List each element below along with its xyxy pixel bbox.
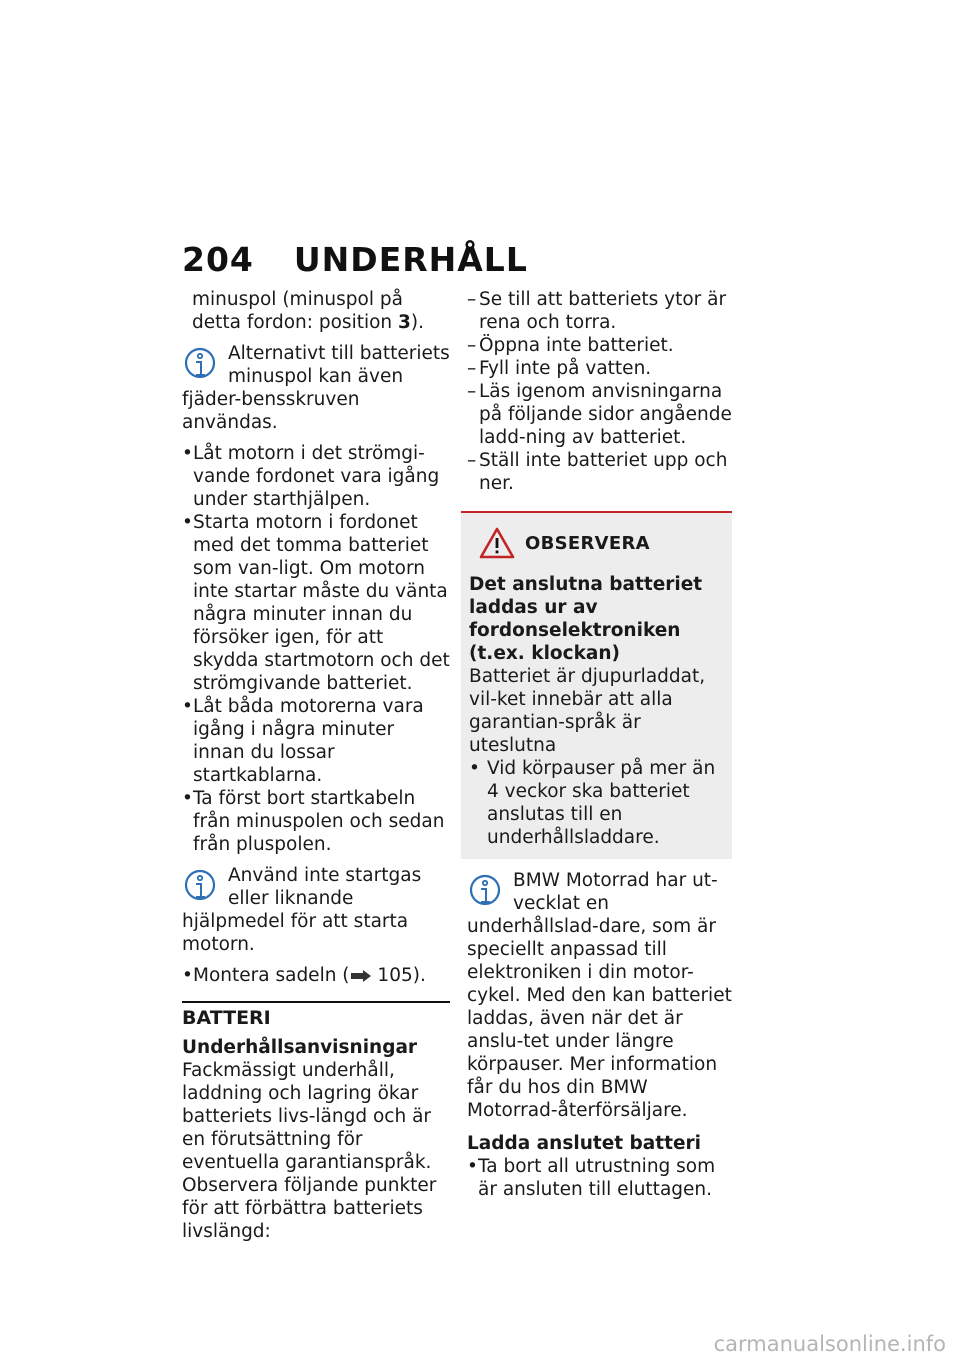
left-column bbox=[182, 288, 450, 1251]
warning-box bbox=[461, 511, 732, 859]
info-note bbox=[182, 342, 450, 434]
warning-triangle-icon bbox=[479, 527, 515, 559]
warning-title: Det anslutna batteriet laddas ur av fordonselektroniken (t.ex. klockan) bbox=[469, 574, 703, 664]
bullet-list bbox=[182, 964, 450, 987]
page-number: 204 bbox=[182, 240, 254, 279]
info-note bbox=[467, 869, 737, 1122]
bullet-list bbox=[182, 442, 450, 856]
list-item: – Fyll inte på vatten. bbox=[467, 357, 737, 380]
warning-label: OBSERVERA bbox=[525, 532, 650, 554]
bullet-list bbox=[467, 1155, 737, 1201]
list-item: • Vid körpauser på mer än 4 veckor ska batteriet anslutas till en underhållsladdare. bbox=[469, 757, 722, 849]
list-item: • Ta bort all utrustning som är ansluten till eluttagen. bbox=[467, 1155, 737, 1201]
position-number: 3 bbox=[398, 312, 411, 333]
section-title: BATTERI bbox=[182, 1001, 450, 1030]
dash-list bbox=[467, 288, 737, 495]
note-text: Alternativt till batteriets minuspol kan även fjäder-bensskruven användas. bbox=[182, 343, 450, 433]
info-icon bbox=[182, 868, 218, 904]
subheading: Ladda anslutet batteri bbox=[467, 1133, 701, 1154]
page-reference-arrow-icon bbox=[350, 970, 372, 982]
warning-body: Batteriet är djupurladdat, vil-ket innebär att alla garantian-språk är uteslutna bbox=[469, 666, 706, 756]
note-text: BMW Motorrad har ut-vecklat en underhållslad-dare, som är speciellt anpassad till elektroniken i din motor-cykel. Med den kan batteriet laddas, även när det är anslu-tet under längre körpauser. Mer information får du hos din BMW Motorrad-återförsäljare. bbox=[467, 870, 732, 1121]
list-item: • Låt båda motorerna vara igång i några minuter innan du lossar startkablarna. bbox=[182, 695, 450, 787]
warning-bullets bbox=[469, 757, 722, 849]
list-item: • Starta motorn i fordonet med det tomma batteriet som van-ligt. Om motorn inte startar måste du vänta några minuter innan du försöker igen, för att skydda startmotorn och det strömgivande batteriet. bbox=[182, 511, 450, 695]
list-item: – Se till att batteriets ytor är rena och torra. bbox=[467, 288, 737, 334]
page-header bbox=[182, 240, 528, 279]
body-paragraph: Fackmässigt underhåll, laddning och lagring ökar batteriets livs-längd och är en förutsättning för eventuella garantianspråk. Observera följande punkter för att förbättra batteriets livslängd: bbox=[182, 1060, 437, 1242]
right-column bbox=[467, 288, 737, 1209]
info-note bbox=[182, 864, 450, 956]
watermark: carmanualsonline.info bbox=[713, 1332, 946, 1356]
list-item: – Läs igenom anvisningarna på följande sidor angående ladd-ning av batteriet. bbox=[467, 380, 737, 449]
list-item: – Öppna inte batteriet. bbox=[467, 334, 737, 357]
page-reference-link[interactable]: 105 bbox=[377, 965, 413, 986]
list-item: – Ställ inte batteriet upp och ner. bbox=[467, 449, 737, 495]
note-text: Använd inte startgas eller liknande hjälpmedel för att starta motorn. bbox=[182, 865, 422, 955]
warning-header bbox=[479, 527, 722, 559]
list-item: • Ta först bort startkabeln från minuspolen och sedan från pluspolen. bbox=[182, 787, 450, 856]
intro-paragraph: minuspol (minuspol på detta fordon: position 3). bbox=[192, 289, 425, 333]
list-item: • Montera sadeln ( 105). bbox=[182, 964, 450, 987]
list-item: • Låt motorn i det strömgi-vande fordonet vara igång under starthjälpen. bbox=[182, 442, 450, 511]
info-icon bbox=[467, 873, 503, 909]
info-icon bbox=[182, 346, 218, 382]
subheading: Underhållsanvisningar bbox=[182, 1037, 418, 1058]
page-title: UNDERHÅLL bbox=[293, 240, 528, 279]
